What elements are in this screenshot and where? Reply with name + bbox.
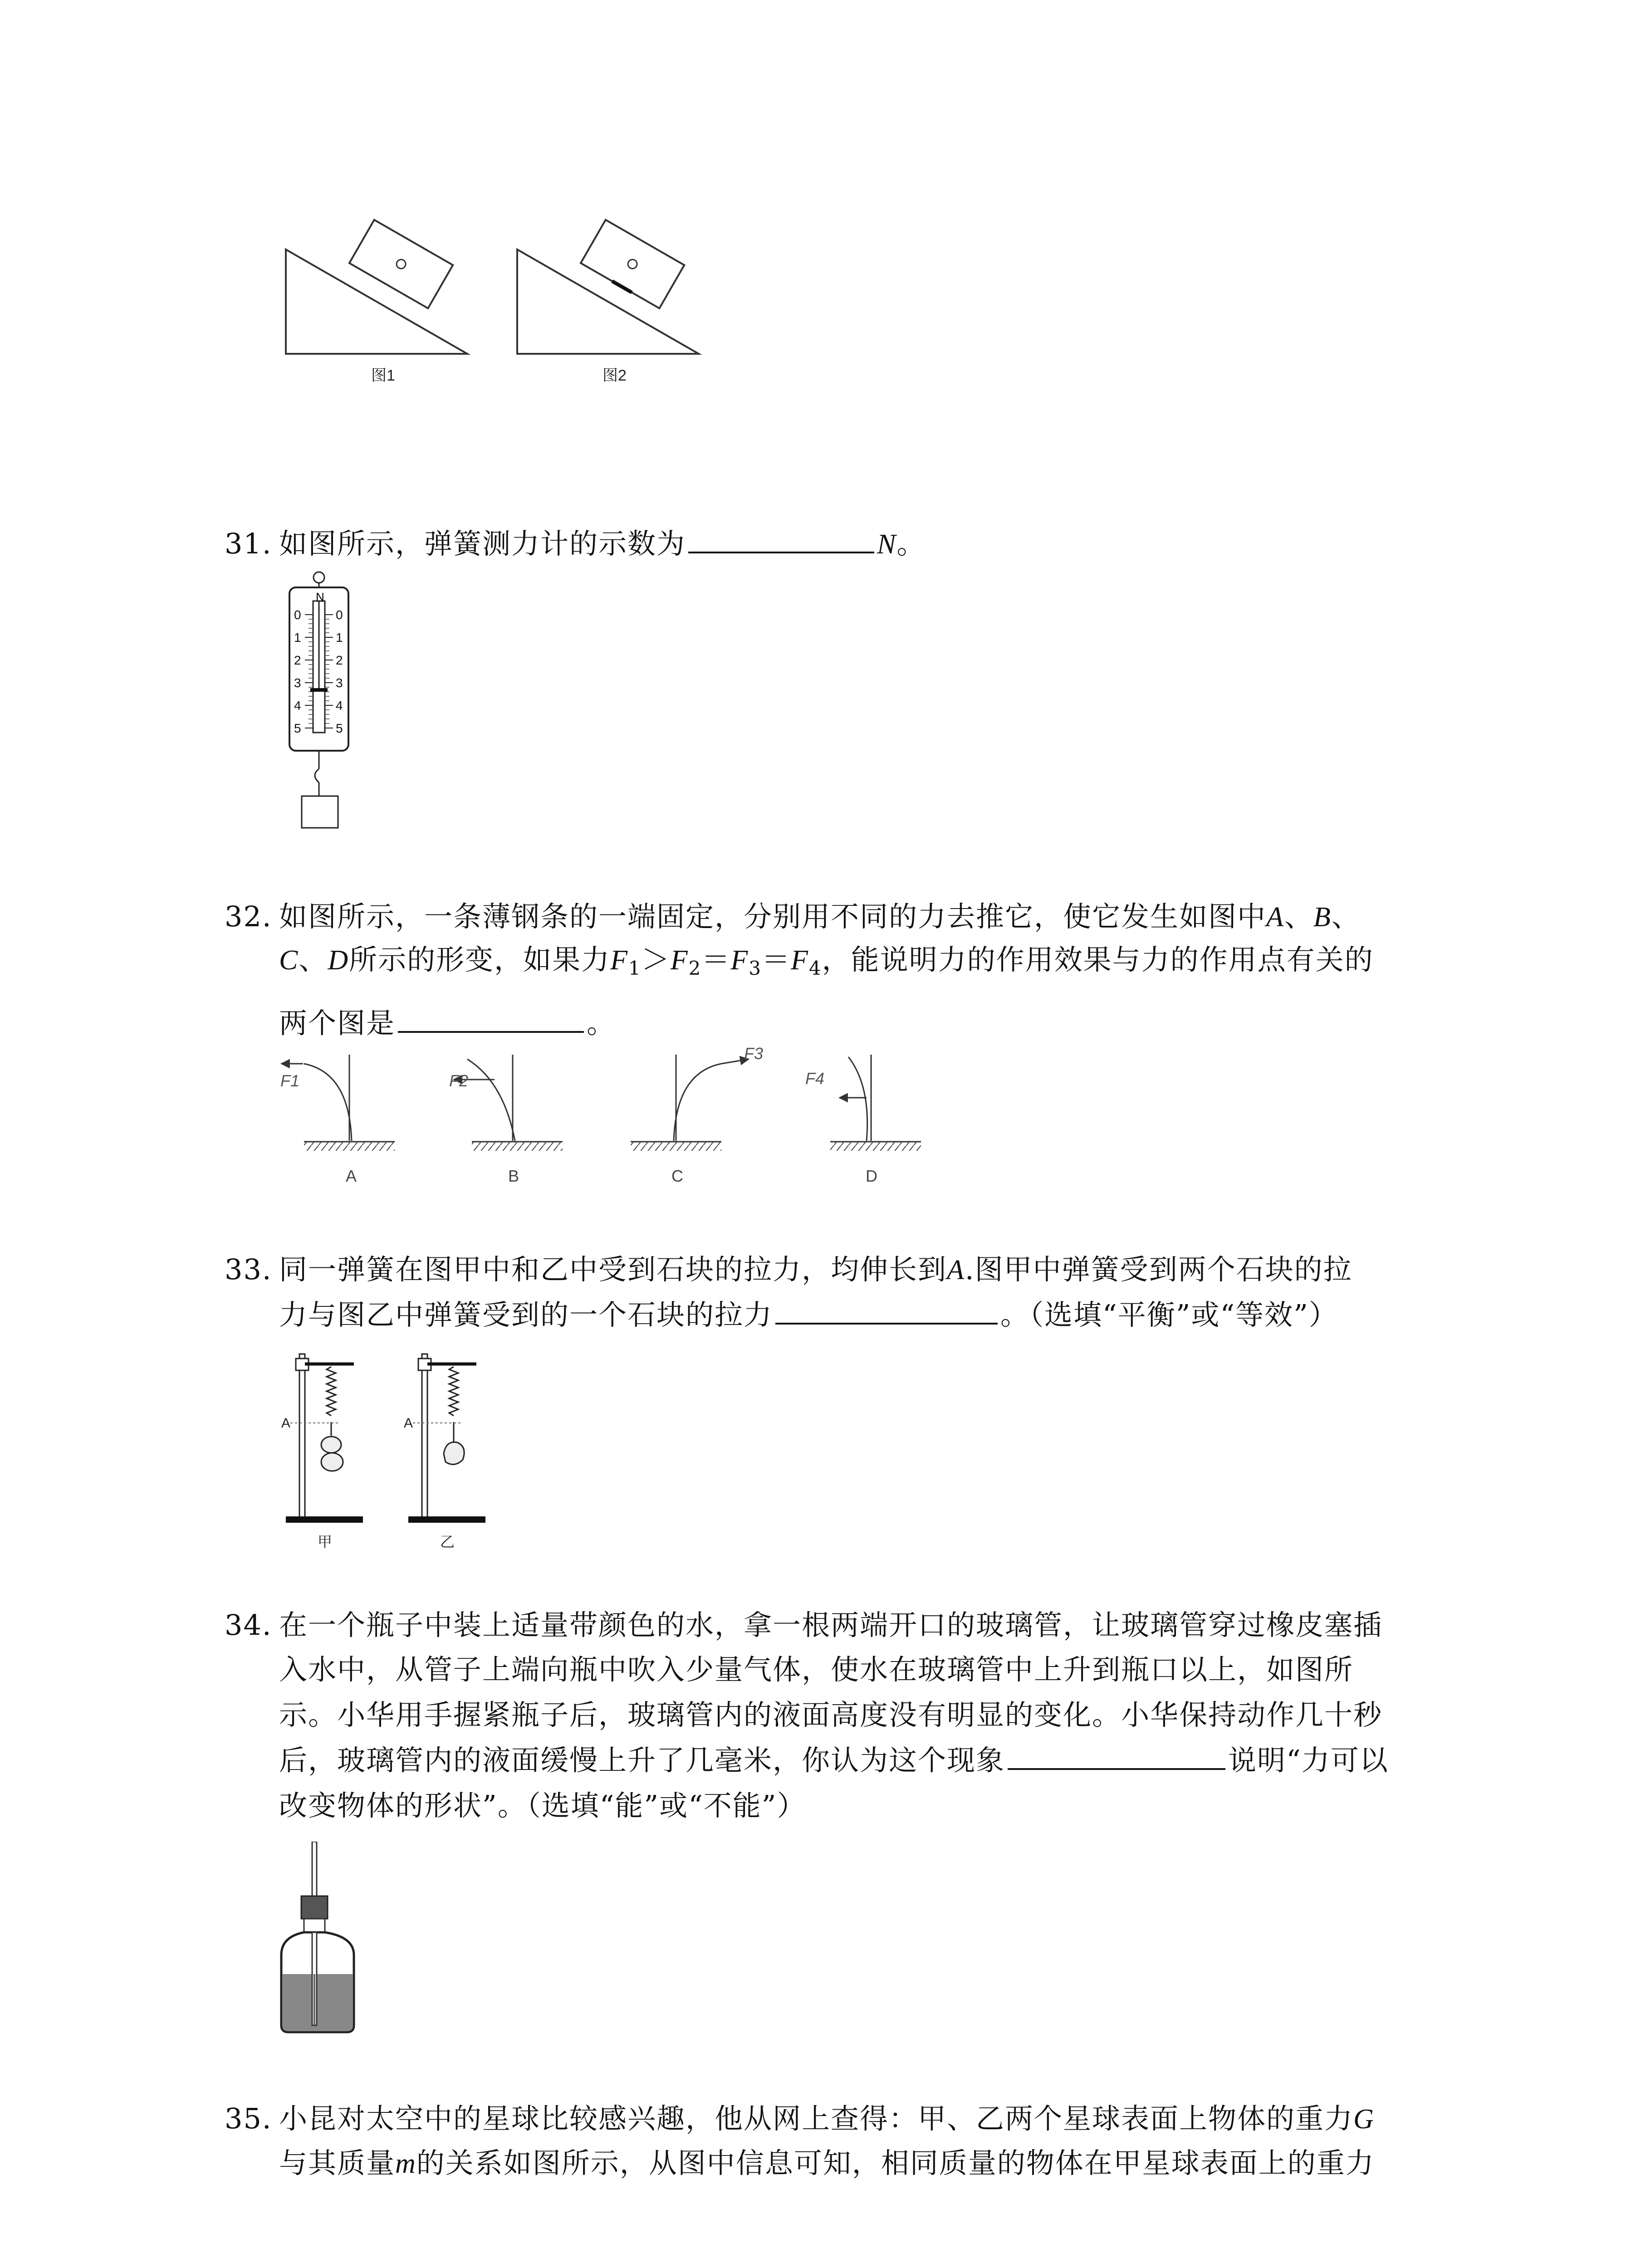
question-number: 34. <box>225 1608 272 1642</box>
question-text: 改变物体的形状”。（选填“能”或“不能”） <box>279 1789 806 1822</box>
question-34-line-1 <box>225 1608 1383 1642</box>
unit: N <box>877 529 897 560</box>
question-33-line-1 <box>225 1253 1352 1286</box>
force-label-f4: F4 <box>805 1069 825 1088</box>
answer-blank[interactable] <box>398 1031 584 1033</box>
question-text: 如图所示，一条薄钢条的一端固定，分别用不同的力去推它，使它发生如图中 <box>279 900 1267 933</box>
question-number: 33. <box>225 1253 272 1286</box>
question-text: 与其质量 <box>279 2146 396 2180</box>
question-text: 示。小华用手握紧瓶子后，玻璃管内的液面高度没有明显的变化。小华保持动作几十秒 <box>279 1698 1383 1731</box>
point-a: A <box>947 1255 965 1286</box>
question-text: 的关系如图所示，从图中信息可知，相同质量的物体在甲星球表面上的重力 <box>416 2146 1375 2180</box>
label-a: A <box>1266 902 1284 933</box>
separator: 、 <box>1284 900 1313 933</box>
tick-label-left: 4 <box>294 699 301 713</box>
question-text: 如图所示，弹簧测力计的示数为 <box>279 527 686 560</box>
stand-jia <box>281 1354 363 1550</box>
force-label-f3: F3 <box>744 1046 764 1063</box>
question-text-end: 。（选填“平衡”或“等效”） <box>1000 1298 1338 1331</box>
scale-pointer <box>310 688 328 692</box>
label-c: C <box>279 945 299 976</box>
figure-b <box>449 1055 563 1185</box>
force-symbol: F <box>610 945 629 976</box>
subscript: 3 <box>749 957 762 979</box>
separator: 、 <box>299 943 328 976</box>
figure-c <box>631 1046 763 1185</box>
tick-label-right: 5 <box>336 721 343 735</box>
force-symbol: F <box>791 945 809 976</box>
force-symbol: F <box>730 945 749 976</box>
question-text-end: 。 <box>896 527 926 560</box>
caption-jia: 甲 <box>318 1534 333 1550</box>
tick-label-right: 3 <box>336 676 343 690</box>
answer-blank[interactable] <box>1008 1768 1225 1770</box>
tick-label-right: 1 <box>336 631 343 645</box>
question-number: 35. <box>225 2102 272 2135</box>
question-text-end: 。 <box>587 1007 616 1040</box>
symbol-m: m <box>395 2148 416 2179</box>
tick-label-left: 3 <box>294 676 301 690</box>
force-symbol: F <box>670 945 689 976</box>
label-d: D <box>328 945 349 976</box>
question-text: .图甲中弹簧受到两个石块的拉 <box>965 1253 1352 1286</box>
tick-label-left: 2 <box>294 653 301 667</box>
figure-2-caption: 图2 <box>603 367 627 384</box>
question-text: 力与图乙中弹簧受到的一个石块的拉力 <box>279 1298 773 1331</box>
question-32-line-3 <box>279 1007 616 1040</box>
operator: ＝ <box>701 943 731 976</box>
question-34-line-2 <box>279 1653 1354 1686</box>
question-32-line-2 <box>279 943 1374 979</box>
question-text: 说明“力可以 <box>1228 1744 1389 1777</box>
figure-d <box>805 1055 921 1185</box>
operator: ＝ <box>762 943 791 976</box>
figure-label-d: D <box>866 1167 877 1185</box>
operator: ＞ <box>641 943 671 976</box>
tick-label-left: 0 <box>294 608 301 622</box>
question-text: 后，玻璃管内的液面缓慢上升了几毫米，你认为这个现象 <box>279 1744 1005 1777</box>
question-number: 31. <box>225 527 272 560</box>
mark-a-yi: A <box>404 1416 413 1431</box>
figure-label-c: C <box>671 1167 683 1185</box>
mark-a-jia: A <box>281 1416 291 1431</box>
answer-blank[interactable] <box>775 1323 998 1325</box>
bottle-figure <box>272 1842 363 2041</box>
spring-stand-figure <box>272 1340 526 1558</box>
tick-label-left: 1 <box>294 631 301 645</box>
tick-label-right: 0 <box>336 608 343 622</box>
question-34-line-4 <box>279 1744 1389 1777</box>
tick-label-right: 2 <box>336 653 343 667</box>
question-34-line-3 <box>279 1698 1383 1731</box>
force-label-f2: F2 <box>449 1071 469 1090</box>
tick-label-right: 4 <box>336 699 343 713</box>
incline-figure-2 <box>504 213 712 367</box>
question-text: 同一弹簧在图甲中和乙中受到石块的拉力，均伸长到 <box>279 1253 947 1286</box>
question-31 <box>225 527 926 560</box>
question-text: ，能说明力的作用效果与力的作用点有关的 <box>822 943 1374 976</box>
question-34-line-5 <box>279 1789 806 1822</box>
subscript: 1 <box>628 957 642 979</box>
figure-1-caption: 图1 <box>371 367 395 384</box>
spring-scale-figure <box>277 569 377 841</box>
stand-yi <box>404 1354 485 1550</box>
question-number: 32. <box>225 900 272 933</box>
question-text: 两个图是 <box>279 1007 396 1040</box>
answer-blank[interactable] <box>688 552 874 553</box>
question-text: 小昆对太空中的星球比较感兴趣，他从网上查得：甲、乙两个星球表面上物体的重力 <box>279 2102 1354 2135</box>
symbol-g: G <box>1353 2104 1375 2135</box>
question-35-line-2 <box>279 2146 1375 2180</box>
figure-label-a: A <box>346 1167 357 1185</box>
force-label-f1: F1 <box>280 1071 300 1090</box>
subscript: 4 <box>808 957 822 979</box>
figure-label-b: B <box>508 1167 519 1185</box>
question-35-line-1 <box>225 2102 1375 2135</box>
caption-yi: 乙 <box>440 1534 455 1550</box>
scale-unit-label: N <box>316 590 324 604</box>
incline-figure-1 <box>272 213 481 367</box>
subscript: 2 <box>688 957 702 979</box>
figure-a <box>280 1055 395 1185</box>
label-b: B <box>1313 902 1332 933</box>
question-32-line-1 <box>225 900 1361 933</box>
separator: 、 <box>1331 900 1361 933</box>
tick-label-left: 5 <box>294 721 301 735</box>
question-text: 所示的形变，如果力 <box>349 943 611 976</box>
question-text: 在一个瓶子中装上适量带颜色的水，拿一根两端开口的玻璃管，让玻璃管穿过橡皮塞插 <box>279 1608 1383 1642</box>
question-33-line-2 <box>279 1298 1338 1331</box>
steel-strip-figure <box>268 1046 957 1195</box>
question-text: 入水中，从管子上端向瓶中吹入少量气体，使水在玻璃管中上升到瓶口以上，如图所 <box>279 1653 1354 1686</box>
